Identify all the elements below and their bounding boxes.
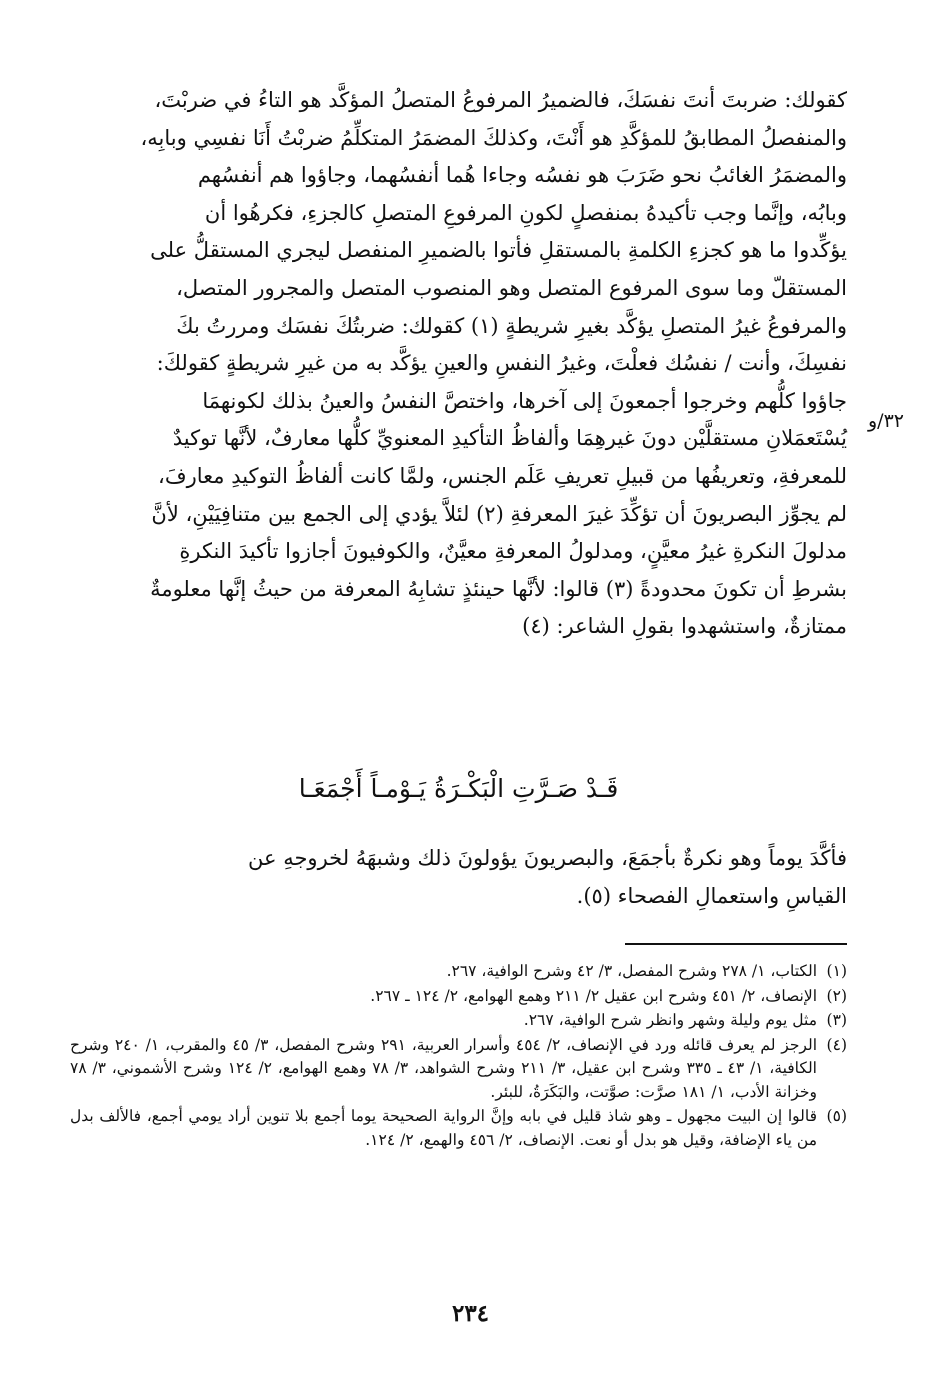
text-line: المستقلّ وما سوى المرفوع المتصل وهو المنصوب المتصل والمجرور المتصل، <box>176 275 847 300</box>
footnote-number: (٤) <box>826 1035 847 1054</box>
footnote-number: (١) <box>826 962 847 980</box>
text-line: للمعرفةِ، وتعريفُها من قبيلِ تعريفِ عَلَم الجنس، ولمَّا كانت ألفاظُ التوكيدِ معارفَ، <box>158 463 847 488</box>
footnote-number: (٢) <box>826 986 847 1005</box>
text-line: ممتازةٌ، واستشهدوا بقولِ الشاعر: (٤) <box>522 614 847 639</box>
text-line: والمرفوعُ غيرُ المتصلِ يؤكَّد بغيرِ شريطةٍ (١) كقولك: ضربتُكَ نفسَك ومررتُ بكَ <box>176 313 847 338</box>
text-line: يُسْتَعمَلانِ مستقلَّيْن دونَ غيرهِمَا وألفاظُ التأكيدِ المعنويِّ كلُّها معارفٌ، لأنَّها توكيدٌ <box>172 426 847 451</box>
text-line: مدلولَ النكرةِ غيرُ معيَّنٍ، ومدلولُ المعرفةِ معيَّنٌ، والكوفيونَ أجازوا تأكيدَ النكرةِ <box>179 539 847 564</box>
footnote-number: (٥) <box>826 1107 847 1125</box>
main-text-continuation <box>70 840 847 915</box>
text-line: والمضمَرُ الغائبُ نحو ضَرَبَ هو نفسُه وجاءا هُما أنفسُهما، وجاؤوا هم أنفسُهم <box>197 163 847 188</box>
footnote-text: الكتاب، ١/ ٢٧٨ وشرح المفصل، ٣/ ٤٢ وشرح الوافية، ٢٦٧. <box>446 962 817 980</box>
text-line: جاؤوا كلُّهم وخرجوا أجمعونَ إلى آخرها، واختصَّ النفسُ والعينُ بذلك لكونهمَا <box>202 388 847 413</box>
text-line: وبابُه، وإنَّما وجب تأكيدهُ بمنفصلٍ لكونِ المرفوعِ المتصلِ كالجزءِ، فكرهُوا أن <box>204 200 847 225</box>
text-line: لم يجوِّز البصريونَ أن تؤكِّدَ غيرَ المعرفةِ (٢) لئلاَّ يؤدي إلى الجمع بين متنافِيَيْنِ، لأنَّ <box>151 501 847 526</box>
text-line: نفسِكَ، وأنت / نفسُك فعلْتَ، وغيرُ النفسِ والعينِ يؤكَّد به من غيرِ شريطةٍ كقولكَ: <box>156 351 847 376</box>
manuscript-folio-reference: ٣٢/و <box>868 410 904 432</box>
footnote <box>70 1105 847 1152</box>
footnote <box>70 985 847 1009</box>
main-text <box>70 82 847 646</box>
text-line: القياسِ واستعمالِ الفصحاء (٥). <box>576 883 847 908</box>
footnote-separator <box>625 943 847 945</box>
footnote-text: الإنصاف، ٢/ ٤٥١ وشرح ابن عقيل ٢/ ٢١١ وهمع الهوامع، ٢/ ١٢٤ ـ ٢٦٧. <box>370 986 817 1005</box>
text-line: والمنفصلُ المطابقُ للمؤكَّدِ هو أَنْتَ، وكذلكَ المضمَرُ المتكلِّمُ ضربْتُ أَنَا نفسِي وبابِه، <box>140 125 847 150</box>
footnote-text: مثل يوم وليلة وشهر وانظر شرح الوافية، ٢٦٧. <box>523 1011 817 1029</box>
text-line: بشرطِ أن تكونَ محدودةً (٣) قالوا: لأنَّها حينئذٍ تشابِهُ المعرفة من حيثُ إنَّها معلومةٌ <box>150 576 847 601</box>
footnotes <box>70 960 847 1153</box>
footnote <box>70 1034 847 1105</box>
text-line: فأكَّدَ يوماً وهو نكرةٌ بأجمَعَ، والبصريونَ يؤولونَ ذلك وشبهَهُ لخروجهِ عن <box>248 846 847 870</box>
text-line: يؤكِّدوا ما هو كجزءِ الكلمةِ بالمستقلِ فأتوا بالضميرِ المنفصل ليجري المستقلُّ على <box>150 238 847 263</box>
footnote-text: الرجز لم يعرف قائله ورد في الإنصاف، ٢/ ٤٥٤ وأسرار العربية، ٢٩١ وشرح المفصل، ٣/ ٤٥ والمقرب، ١/ ٢٤٠ وشرح الكافية، ١/ ٤٣ ـ ٣٣٥ وشرح ابن عقيل، ٣/ ٢١١ وشرح الشواهد، ٣/ ٧٨ وهمع الهوامع، ٢/ ١٢٤ وشرح الأشموني، ٣/ ٧٨ وخزانة الأدب، ١/ ١٨١ صرَّت: صوَّتت، والبَكَرَةُ، للبئر. <box>70 1035 818 1101</box>
page-number: ٢٣٤ <box>451 1300 490 1327</box>
poetry-verse: قَـدْ صَـرَّتِ الْبَكْـرَةُ يَـوْمـاً أَجْمَعَـا <box>298 774 619 803</box>
footnote <box>70 960 847 984</box>
footnote <box>70 1009 847 1033</box>
footnote-number: (٣) <box>826 1011 847 1029</box>
text-line: كقولك: ضربتَ أنتَ نفسَكَ، فالضميرُ المرفوعُ المتصلُ المؤكَّد هو التاءُ في ضربْتَ، <box>154 88 847 112</box>
footnote-text: قالوا إن البيت مجهول ـ وهو شاذ قليل في بابه وإنَّ الرواية الصحيحة يوما أجمع بلا تنوين أراد يومي أجمع، فالألف بدل من ياء الإضافة، وقيل هو بدل أو نعت. الإنصاف، ٢/ ٤٥٦ والهمع، ٢/ ١٢٤. <box>70 1107 817 1149</box>
